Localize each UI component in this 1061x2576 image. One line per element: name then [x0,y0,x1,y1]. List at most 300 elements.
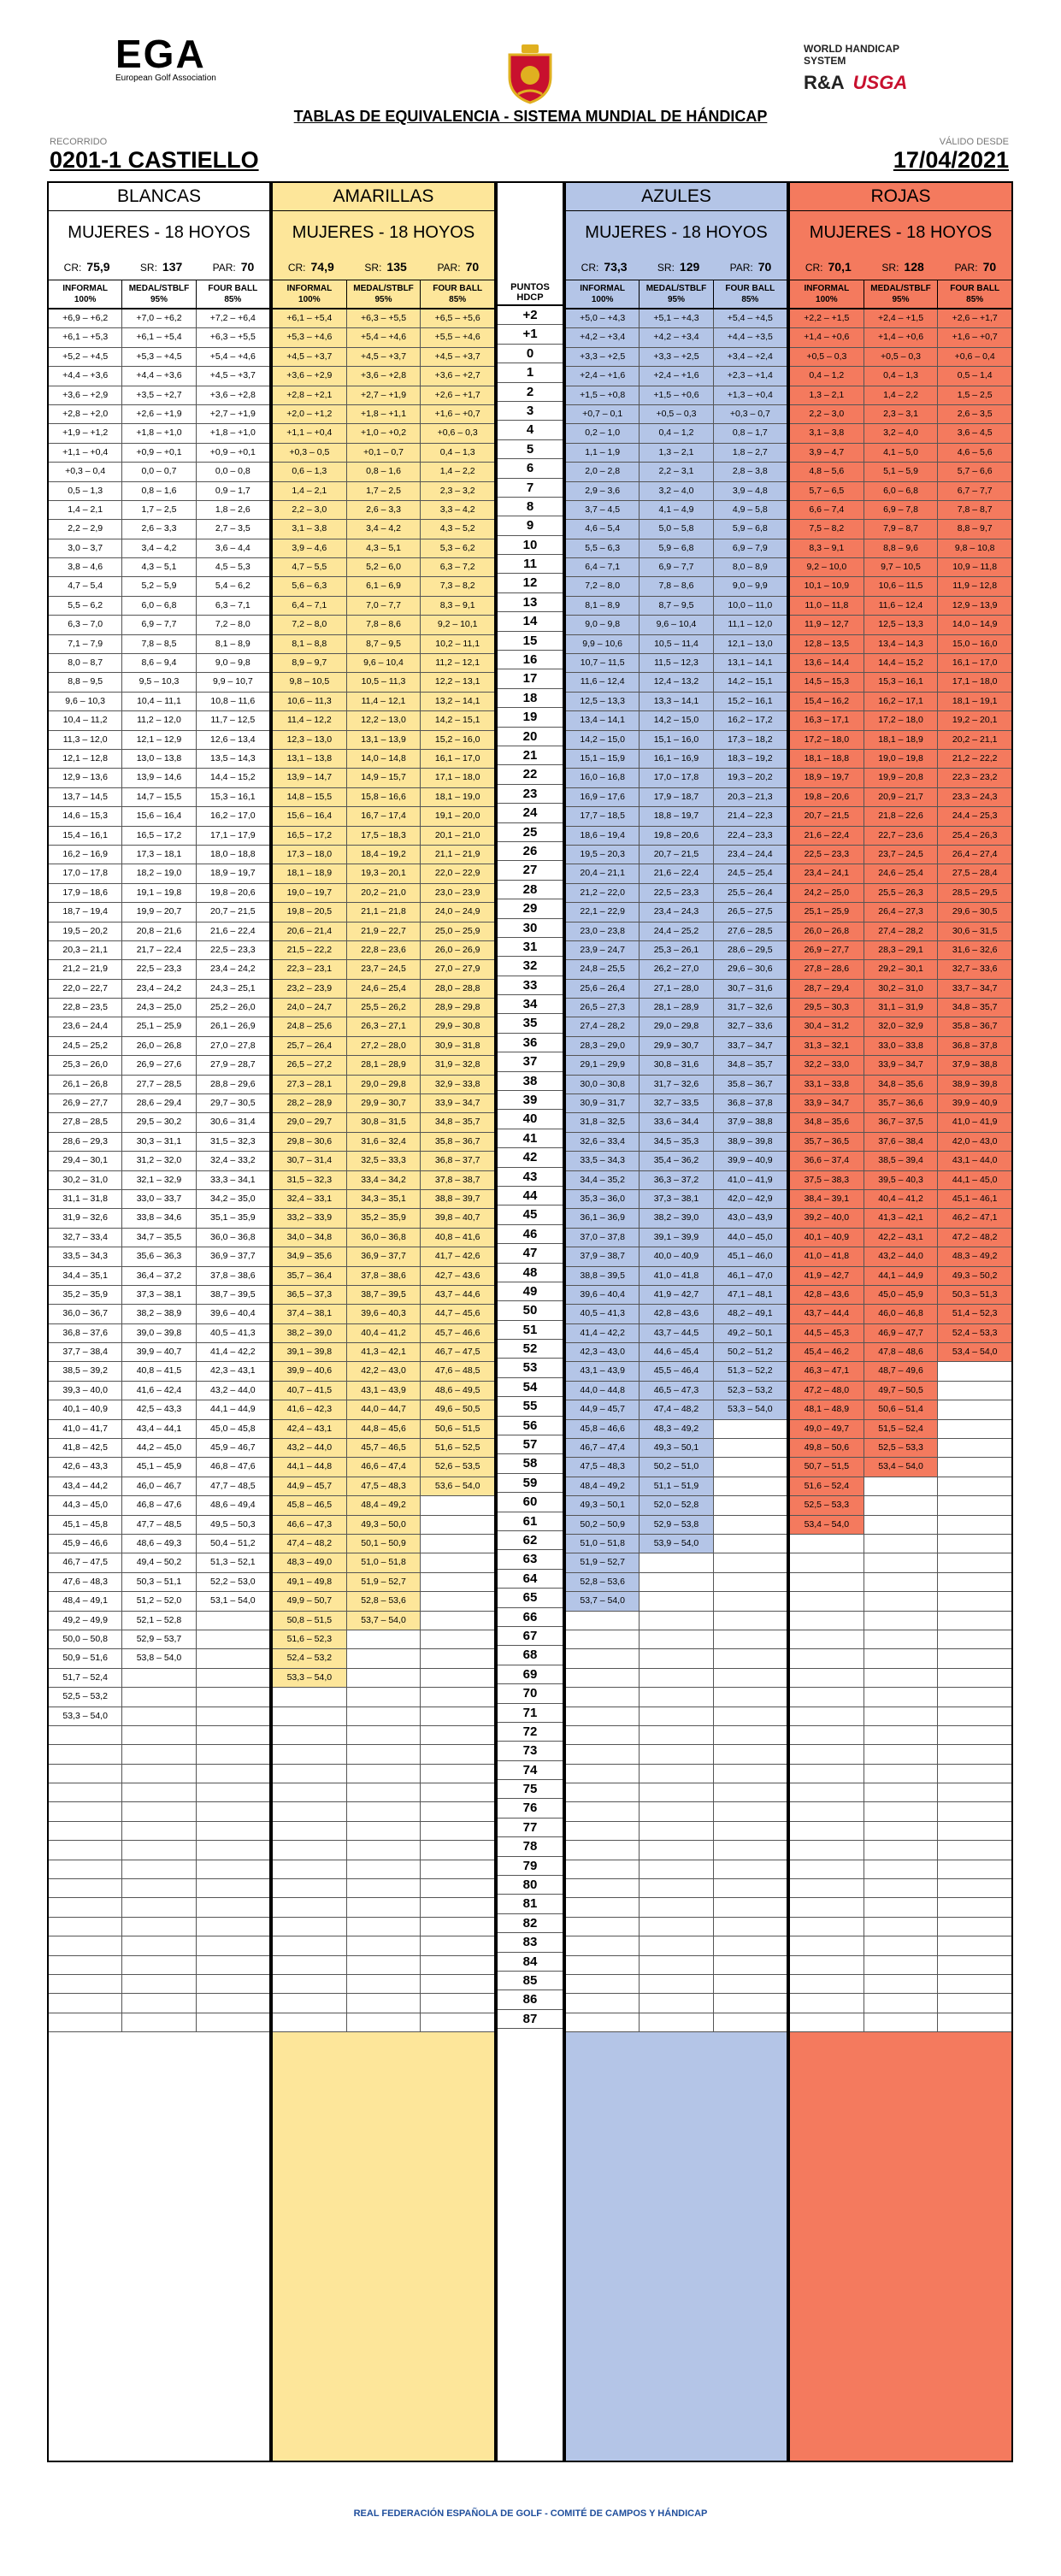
table-cell [347,1841,421,1859]
table-cell: 11,5 – 12,3 [640,654,713,672]
table-row [273,1247,494,1266]
table-row [273,923,494,941]
table-row [566,750,787,769]
table-row [790,769,1011,787]
points-value: 22 [498,765,563,784]
points-value: 33 [498,976,563,995]
table-row [273,960,494,979]
table-row [790,1267,1011,1286]
table-row [790,1439,1011,1458]
table-cell: 1,4 – 2,2 [864,386,939,404]
table-cell: 39,9 – 40,9 [728,1155,773,1166]
table-cell: 34,5 – 35,3 [640,1133,713,1151]
table-cell [347,1630,421,1648]
table-cell: +1,5 – +0,6 [640,386,713,404]
table-row [790,711,1011,730]
table-cell [566,1630,640,1648]
table-cell [714,1630,787,1648]
table-cell: 38,7 – 39,5 [210,1288,256,1300]
points-value: 25 [498,823,563,842]
table-cell: 46,2 – 47,1 [952,1212,998,1223]
column-headers [790,280,1011,309]
table-cell: 14,8 – 15,5 [273,788,347,806]
table-cell [273,1783,347,1801]
table-cell: 50,2 – 51,0 [640,1458,713,1476]
table-cell: 6,9 – 7,7 [122,616,196,634]
table-cell [938,1956,1011,1974]
table-cell: 19,2 – 20,1 [952,715,998,726]
table-row [273,597,494,616]
table-cell [273,1822,347,1840]
table-cell: 43,4 – 44,2 [49,1477,122,1495]
column-header: FOUR BALL 85% [208,284,258,304]
table-cell: 9,7 – 10,5 [864,558,939,576]
table-cell: 27,6 – 28,5 [728,925,773,936]
table-cell [938,1669,1011,1687]
table-cell [197,1783,269,1801]
table-cell [197,1688,269,1706]
table-cell [714,1956,787,1974]
table-cell: 36,8 – 37,7 [434,1155,480,1166]
table-row [566,1592,787,1611]
table-row [566,1612,787,1630]
table-cell: 36,3 – 37,2 [640,1171,713,1189]
table-row [273,1420,494,1439]
table-cell: 43,2 – 44,0 [864,1247,939,1265]
table-cell: 5,5 – 6,3 [566,539,640,557]
table-row [790,1017,1011,1036]
table-cell [273,1688,347,1706]
table-cell: 16,1 – 17,0 [952,657,998,669]
table-cell: 49,3 – 50,1 [566,1496,640,1514]
table-cell: 37,8 – 38,7 [434,1174,480,1185]
table-row [49,1688,269,1707]
table-cell: 51,3 – 52,2 [728,1365,773,1376]
points-value: 77 [498,1819,563,1837]
table-cell [122,1669,196,1687]
table-cell: 4,7 – 5,5 [273,558,347,576]
table-cell: 32,7 – 33,4 [49,1229,122,1247]
table-cell: 26,3 – 27,1 [347,1017,421,1035]
table-cell: 49,0 – 49,7 [790,1420,864,1438]
table-cell: 15,0 – 16,0 [952,638,998,649]
table-cell: 44,3 – 45,0 [49,1496,122,1514]
table-cell: 0,5 – 1,4 [957,370,993,381]
table-cell: 34,9 – 35,6 [273,1247,347,1265]
table-cell: 36,0 – 36,8 [347,1229,421,1247]
table-cell: 28,6 – 29,4 [122,1094,196,1112]
table-row [790,1918,1011,1936]
points-value: 16 [498,651,563,669]
table-cell: 18,9 – 19,7 [210,868,256,879]
table-cell: 13,4 – 14,3 [864,635,939,653]
table-cell: 34,8 – 35,6 [864,1076,939,1093]
table-row [566,960,787,979]
table-row [273,864,494,883]
table-cell [640,1936,713,1954]
table-cell: 26,9 – 27,7 [790,941,864,959]
tee-name: ROJAS [790,183,1011,211]
table-cell: 18,7 – 19,4 [49,903,122,921]
table-row [273,827,494,846]
table-cell: 34,2 – 35,0 [210,1193,256,1204]
table-cell: +3,6 – +2,7 [434,370,480,381]
table-cell: 38,5 – 39,4 [864,1152,939,1170]
table-cell: 0,5 – 1,3 [49,482,122,500]
table-cell: 46,8 – 47,6 [122,1496,196,1514]
table-cell: 29,5 – 30,3 [790,999,864,1017]
table-cell: +7,2 – +6,4 [209,313,256,323]
table-cell: 37,6 – 38,4 [864,1133,939,1151]
valid-date: 17/04/2021 [893,147,1009,173]
table-row [566,1630,787,1649]
points-value: 43 [498,1168,563,1187]
points-value: 45 [498,1205,563,1224]
table-cell: 41,3 – 42,1 [347,1343,421,1361]
table-cell [864,1765,939,1783]
table-cell: 26,2 – 27,0 [640,960,713,978]
table-cell [938,1841,1011,1859]
table-cell [938,1994,1011,2012]
table-cell: 37,5 – 38,3 [790,1171,864,1189]
table-cell: +3,6 – +2,9 [49,386,122,404]
table-row [790,1152,1011,1170]
table-row [566,1305,787,1323]
tee-subtitle: MUJERES - 18 HOYOS [292,223,475,242]
table-cell [273,1745,347,1763]
table-cell: 20,7 – 21,5 [640,846,713,864]
table-cell [197,1879,269,1897]
table-cell [273,1898,347,1916]
table-row [49,424,269,443]
table-row [790,1879,1011,1898]
table-cell: 13,5 – 14,3 [210,752,256,763]
table-cell: 17,9 – 18,7 [640,788,713,806]
table-cell: 44,9 – 45,7 [566,1400,640,1418]
table-cell: 2,0 – 2,8 [566,463,640,480]
table-cell: 2,2 – 3,0 [273,501,347,519]
table-cell: 19,8 – 20,5 [273,903,347,921]
table-cell: 49,4 – 50,2 [122,1553,196,1571]
table-row [566,424,787,443]
table-cell: 44,7 – 45,6 [434,1308,480,1319]
table-cell: 9,6 – 10,4 [640,616,713,634]
table-cell [790,1553,864,1571]
table-cell [864,1956,939,1974]
table-cell: 8,1 – 8,9 [566,597,640,615]
table-cell [640,1669,713,1687]
table-row [566,520,787,539]
table-cell [347,1688,421,1706]
table-cell: 2,6 – 3,3 [347,501,421,519]
table-cell [640,1975,713,1993]
table-cell [938,1707,1011,1725]
points-value: 65 [498,1589,563,1607]
table-cell: 30,2 – 31,0 [864,980,939,998]
points-value: 55 [498,1397,563,1416]
table-cell [790,1956,864,1974]
table-row [273,1458,494,1477]
table-cell: 49,3 – 50,1 [640,1439,713,1457]
table-row [49,1573,269,1592]
table-cell: 41,4 – 42,2 [566,1324,640,1342]
table-cell: 41,7 – 42,6 [434,1251,480,1262]
table-row [790,1765,1011,1783]
table-cell: 29,0 – 29,7 [273,1113,347,1131]
table-cell: 8,7 – 9,5 [640,597,713,615]
table-row [790,1305,1011,1323]
table-cell [347,1956,421,1974]
table-row [790,1324,1011,1343]
table-cell: 3,1 – 3,8 [273,520,347,538]
points-value: 59 [498,1474,563,1493]
table-cell: 50,9 – 51,6 [49,1649,122,1667]
table-row [273,348,494,367]
table-cell [347,1649,421,1667]
table-row [566,807,787,826]
table-cell: 50,6 – 51,5 [434,1423,480,1434]
table-cell: 36,5 – 37,3 [273,1286,347,1304]
tee-rating [566,254,787,280]
table-cell: 2,7 – 3,5 [215,523,251,534]
table-cell: 42,8 – 43,6 [790,1286,864,1304]
table-row [49,539,269,558]
document-title: TABLAS DE EQUIVALENCIA - SISTEMA MUNDIAL DE HÁNDICAP [293,108,768,125]
table-cell [938,1649,1011,1667]
table-row [566,309,787,328]
table-row [273,1745,494,1764]
table-cell: 16,5 – 17,2 [273,827,347,845]
table-row [49,1994,269,2013]
table-cell: 13,9 – 14,6 [122,769,196,787]
table-cell: 35,4 – 36,2 [640,1152,713,1170]
table-cell: +4,4 – +3,6 [122,367,196,385]
table-row [49,501,269,520]
table-cell [347,1879,421,1897]
table-cell: 19,8 – 20,6 [210,887,256,898]
table-cell: 32,7 – 33,6 [728,1021,773,1032]
table-row [273,482,494,501]
table-row [49,1076,269,1094]
table-cell: 27,0 – 27,8 [210,1040,256,1051]
table-cell: 52,6 – 53,5 [434,1461,480,1472]
table-cell: +0,9 – +0,1 [209,446,256,457]
table-cell: 4,1 – 4,9 [640,501,713,519]
table-cell [273,1975,347,1993]
table-cell: 7,2 – 8,0 [273,616,347,634]
table-cell [714,2013,787,2031]
table-cell: +2,4 – +1,5 [864,309,939,327]
table-cell: 18,2 – 19,0 [122,864,196,882]
slope-rating: SR: 137 [139,260,183,274]
table-row [566,482,787,501]
table-cell [790,1649,864,1667]
table-cell: 8,3 – 9,1 [439,599,475,610]
table-cell: 6,7 – 7,7 [957,485,993,496]
table-cell: 50,1 – 50,9 [347,1535,421,1553]
table-cell: 5,9 – 6,8 [640,539,713,557]
table-cell: 32,9 – 33,8 [434,1078,480,1089]
table-cell: 52,8 – 53,6 [566,1573,640,1591]
table-cell: 46,6 – 47,4 [347,1458,421,1476]
table-row [273,1918,494,1936]
table-cell: +2,8 – +2,0 [49,405,122,423]
table-cell: 3,6 – 4,4 [215,542,251,553]
table-cell: 36,4 – 37,2 [122,1267,196,1285]
table-cell: 33,1 – 33,8 [790,1076,864,1093]
table-cell: 0,4 – 1,3 [439,446,475,457]
points-value: 71 [498,1704,563,1723]
table-cell: +4,2 – +3,4 [640,328,713,346]
table-cell: 34,7 – 35,5 [122,1229,196,1247]
table-row [273,1898,494,1917]
table-cell: 30,4 – 31,2 [790,1017,864,1035]
table-row [273,1056,494,1075]
table-cell: 46,1 – 47,0 [728,1270,773,1281]
table-cell: 19,5 – 20,2 [49,923,122,940]
table-cell: 10,8 – 11,6 [210,695,256,706]
points-value: 8 [498,498,563,516]
table-row [49,1669,269,1688]
table-row [49,1630,269,1649]
points-value: 39 [498,1091,563,1110]
table-cell: 29,9 – 30,7 [347,1094,421,1112]
table-cell: +0,5 – 0,3 [864,348,939,366]
table-row [273,501,494,520]
table-cell: 24,2 – 25,0 [790,884,864,902]
table-row [790,1229,1011,1247]
table-cell: 9,5 – 10,3 [122,673,196,691]
table-row [566,405,787,424]
table-cell [714,1516,787,1534]
table-row [273,769,494,787]
table-cell: 53,3 – 54,0 [728,1404,773,1415]
table-cell [347,1707,421,1725]
points-value: 20 [498,728,563,746]
table-cell [864,1669,939,1687]
table-cell: +1,6 – +0,7 [434,408,480,419]
table-cell: 3,6 – 4,5 [957,427,993,439]
table-cell: 49,1 – 49,8 [273,1573,347,1591]
table-cell: +1,8 – +1,0 [209,427,256,439]
table-cell: +3,6 – +2,9 [273,367,347,385]
points-value: 83 [498,1933,563,1952]
table-cell: 31,5 – 32,3 [273,1171,347,1189]
table-row [273,616,494,634]
table-row [790,1400,1011,1419]
points-value: 19 [498,708,563,727]
table-row [49,1936,269,1955]
table-row [49,750,269,769]
table-cell: 47,5 – 48,3 [347,1477,421,1495]
table-row [49,846,269,864]
table-cell: 5,3 – 6,2 [439,542,475,553]
table-row [790,846,1011,864]
table-cell: 30,9 – 31,8 [434,1040,480,1051]
table-row [273,846,494,864]
table-cell: 26,9 – 27,6 [122,1056,196,1074]
table-cell [122,1956,196,1974]
table-cell: 26,5 – 27,3 [566,999,640,1017]
column-header: INFORMAL 100% [790,280,864,308]
table-row [49,616,269,634]
table-cell [49,1975,122,1993]
points-column [496,181,564,2462]
table-cell: +1,8 – +1,0 [122,424,196,442]
table-cell: 10,5 – 11,3 [347,673,421,691]
column-header: FOUR BALL 85% [950,284,1000,304]
table-cell: 21,2 – 21,9 [49,960,122,978]
table-cell: +0,7 – 0,1 [566,405,640,423]
table-cell [790,1975,864,1993]
table-cell: 26,0 – 26,9 [434,944,480,955]
table-row [49,1822,269,1841]
table-cell: 14,7 – 15,5 [122,788,196,806]
table-row [49,1553,269,1572]
table-cell: 36,9 – 37,7 [210,1251,256,1262]
table-row [273,635,494,654]
table-cell: 24,0 – 24,9 [434,906,480,917]
table-cell [714,1669,787,1687]
table-cell: 15,6 – 16,4 [122,807,196,825]
table-cell: 10,4 – 11,1 [122,693,196,710]
table-cell [864,1516,939,1534]
table-cell: 38,8 – 39,7 [434,1193,480,1204]
table-cell [714,1420,787,1438]
table-cell: 20,2 – 21,0 [347,884,421,902]
table-cell: +0,5 – 0,3 [790,348,864,366]
table-cell [864,1783,939,1801]
table-cell: 16,1 – 16,9 [640,750,713,768]
table-cell [273,1994,347,2012]
table-cell: 18,8 – 19,7 [640,807,713,825]
table-cell [122,1822,196,1840]
table-row [273,309,494,328]
table-cell: 47,7 – 48,5 [210,1480,256,1491]
column-headers [566,280,787,309]
table-row [790,1994,1011,2013]
par-value: PAR: 70 [437,260,480,274]
table-cell: 18,1 – 19,0 [434,791,480,802]
table-cell: 41,0 – 41,7 [49,1420,122,1438]
table-cell [273,1879,347,1897]
table-row [49,673,269,692]
table-cell: 9,0 – 9,8 [215,657,251,669]
table-cell: 3,9 – 4,6 [273,539,347,557]
table-cell: 27,0 – 27,9 [434,964,480,975]
table-cell: +4,2 – +3,4 [566,328,640,346]
table-cell [714,1765,787,1783]
table-cell: +6,9 – +6,2 [49,309,122,327]
table-cell: 15,4 – 16,2 [790,693,864,710]
table-cell: 42,6 – 43,3 [49,1458,122,1476]
table-cell: 25,1 – 25,9 [122,1017,196,1035]
table-cell: +1,8 – +1,1 [347,405,421,423]
table-cell: +3,3 – +2,5 [566,348,640,366]
table-cell: 2,2 – 3,0 [790,405,864,423]
table-cell: 3,2 – 4,0 [864,424,939,442]
table-cell: +2,4 – +1,6 [640,367,713,385]
course-rating: CR: 75,9 [63,260,110,274]
points-value: 0 [498,345,563,363]
table-cell: 22,5 – 23,3 [210,944,256,955]
table-cell: 43,7 – 44,4 [790,1305,864,1323]
table-cell: 48,3 – 49,0 [273,1553,347,1571]
table-cell: 2,6 – 3,5 [957,408,993,419]
table-cell: 1,4 – 2,1 [273,482,347,500]
table-row [566,577,787,596]
table-cell: 24,6 – 25,4 [347,980,421,998]
